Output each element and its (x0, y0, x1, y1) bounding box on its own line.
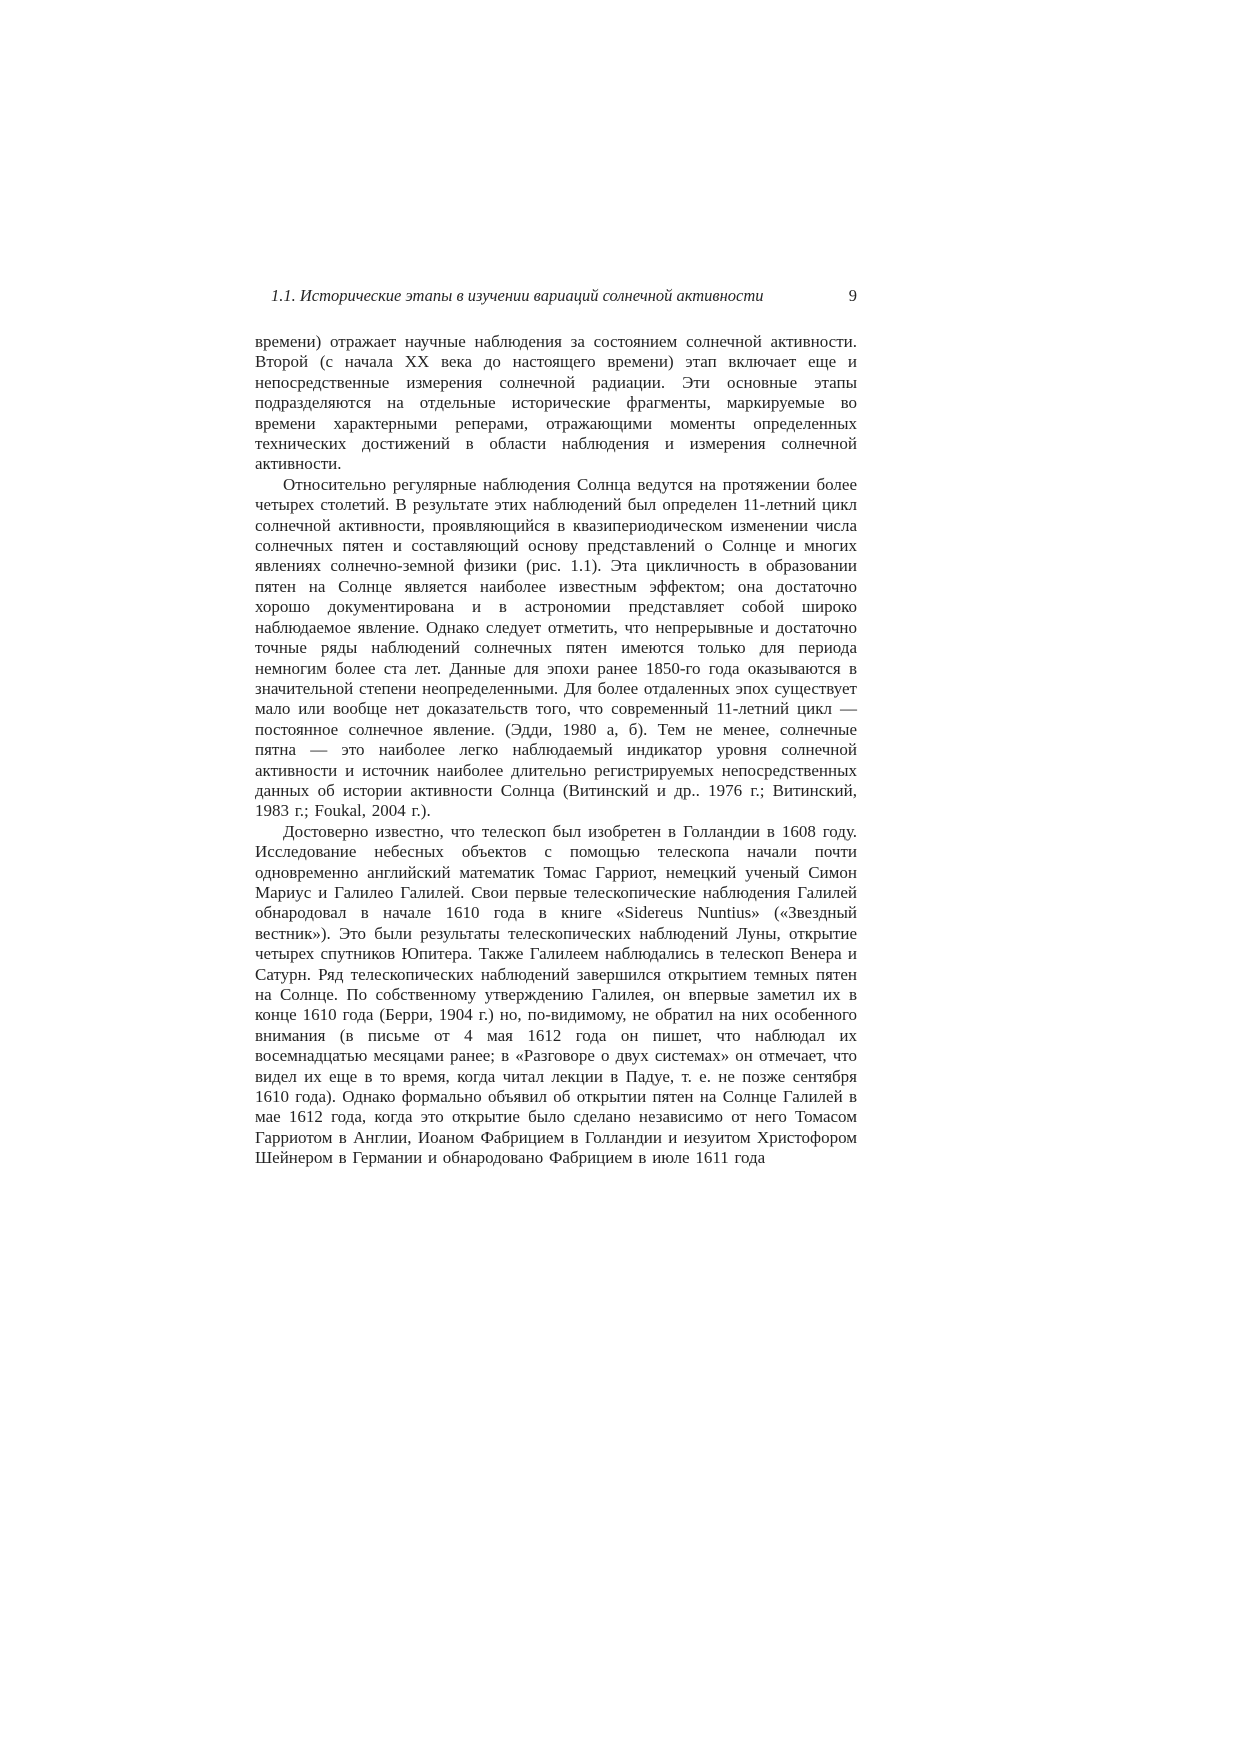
running-header-title: 1.1. Исторические этапы в изучении вариаций солнечной активности (271, 286, 764, 305)
running-header (255, 286, 857, 306)
paragraph-telescope-history: Достоверно известно, что телескоп был изобретен в Голландии в 1608 году. Исследование небесных объектов с помощью телескопа начали почти одновременно английский математик Томас Гарриот, немецкий ученый Симон Мариус и Галилео Галилей. Свои первые телескопические наблюдения Галилей обнародовал в начале 1610 года в книге «Sidereus Nuntius» («Звездный вестник»). Это были результаты телескопических наблюдений Луны, открытие четырех спутников Юпитера. Также Галилеем наблюдались в телескоп Венера и Сатурн. Ряд телескопических наблюдений завершился открытием темных пятен на Солнце. По собственному утверждению Галилея, он впервые заметил их в конце 1610 года (Берри, 1904 г.) но, по-видимому, не обратил на них особенного внимания (в письме от 4 мая 1612 года он пишет, что наблюдал их восемнадцатью месяцами ранее; в «Разговоре о двух системах» он отмечает, что видел их еще в то время, когда читал лекции в Падуе, т. е. не позже сентября 1610 года). Однако формально объявил об открытии пятен на Солнце Галилей в мае 1612 года, когда это открытие было сделано независимо от него Томасом Гарриотом в Англии, Иоаном Фабрицием в Голландии и иезуитом Христофором Шейнером в Германии и обнародовано Фабрицием в июле 1611 года (255, 821, 857, 1168)
paragraph-solar-cycle: Относительно регулярные наблюдения Солнца ведутся на протяжении более четырех столетий. В результате этих наблюдений был определен 11-летний цикл солнечной активности, проявляющийся в квазипериодическом изменении числа солнечных пятен и составляющий основу представлений о Солнце и многих явлениях солнечно-земной физики (рис. 1.1). Эта цикличность в образовании пятен на Солнце является наиболее известным эффектом; она достаточно хорошо документирована и в астрономии представляет собой широко наблюдаемое явление. Однако следует отметить, что непрерывные и достаточно точные ряды наблюдений солнечных пятен имеются только для периода немногим более ста лет. Данные для эпохи ранее 1850-го года оказываются в значительной степени неопределенными. Для более отдаленных эпох существует мало или вообще нет доказательств того, что современный 11-летний цикл — постоянное солнечное явление. (Эдди, 1980 а, б). Тем не менее, солнечные пятна — это наиболее легко наблюдаемый индикатор уровня солнечной активности и источник наиболее длительно регистрируемых непосредственных данных об истории активности Солнца (Витинский и др.. 1976 г.; Витинский, 1983 г.; Foukal, 2004 г.). (255, 474, 857, 821)
page-number: 9 (848, 286, 857, 305)
page-body (255, 332, 857, 1169)
paragraph-continuation: времени) отражает научные наблюдения за состоянием солнечной активности. Второй (с начала XX века до настоящего времени) этап включает еще и непосредственные измерения солнечной радиации. Эти основные этапы подразделяются на отдельные исторические фрагменты, маркируемые во времени характерными реперами, отражающими моменты определенных технических достижений в области наблюдения и измерения солнечной активности. (255, 332, 857, 474)
page-content (255, 286, 857, 1169)
